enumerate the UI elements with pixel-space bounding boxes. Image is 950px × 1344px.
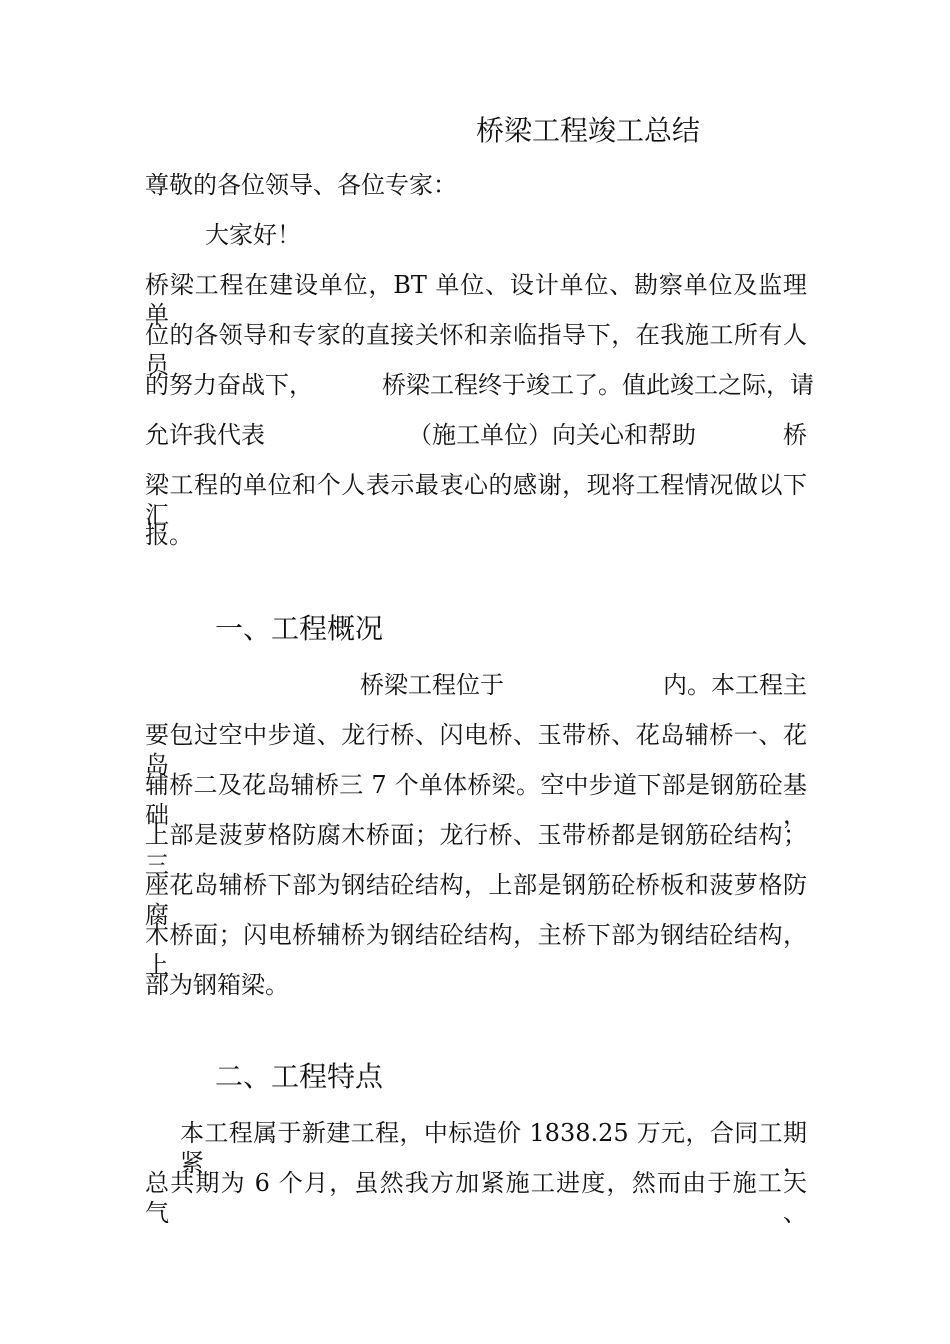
overview-line-3: 辅桥二及花岛辅桥三 7 个单体桥梁。空中步道下部是钢筋砼基础， (145, 771, 807, 829)
features-line-1: 本工程属于新建工程，中标造价 1838.25 万元，合同工期紧， (180, 1119, 807, 1177)
overview-line-1b: 内。本工程主 (663, 671, 807, 699)
section-heading-features: 二、工程特点 (215, 1060, 384, 1093)
intro-line-5: 梁工程的单位和个人表示最衷心的感谢，现将工程情况做以下汇 (145, 471, 807, 529)
overview-line-5: 座花岛辅桥下部为钢结砼结构，上部是钢筋砼桥板和菠萝格防腐 (145, 871, 807, 929)
intro-line-3b: 桥梁工程终于竣工了。值此竣工之际，请 (382, 371, 814, 399)
overview-line-1a: 桥梁工程位于 (360, 671, 504, 699)
intro-line-2: 位的各领导和专家的直接关怀和亲临指导下，在我施工所有人员 (145, 321, 807, 379)
salutation: 尊敬的各位领导、各位专家： (145, 171, 457, 199)
greeting: 大家好！ (205, 221, 301, 249)
intro-line-1: 桥梁工程在建设单位，BT 单位、设计单位、勘察单位及监理单 (145, 271, 807, 329)
section-heading-overview: 一、工程概况 (215, 612, 384, 645)
document-title: 桥梁工程竣工总结 (476, 114, 701, 147)
intro-line-4c: 桥 (783, 421, 807, 449)
intro-line-3a: 的努力奋战下， (145, 371, 313, 399)
overview-line-2: 要包过空中步道、龙行桥、闪电桥、玉带桥、花岛辅桥一、花岛 (145, 721, 807, 779)
intro-line-6: 报。 (145, 521, 193, 549)
overview-line-4: 上部是菠萝格防腐木桥面；龙行桥、玉带桥都是钢筋砼结构；三 (145, 821, 807, 879)
features-line-2: 总共期为 6 个月，虽然我方加紧施工进度，然而由于施工天气、 (145, 1169, 807, 1227)
intro-line-4b: （施工单位）向关心和帮助 (408, 421, 696, 449)
overview-line-6: 木桥面；闪电桥辅桥为钢结砼结构，主桥下部为钢结砼结构，上 (145, 921, 807, 979)
overview-line-7: 部为钢箱梁。 (145, 971, 289, 999)
intro-line-4a: 允许我代表 (145, 421, 265, 449)
